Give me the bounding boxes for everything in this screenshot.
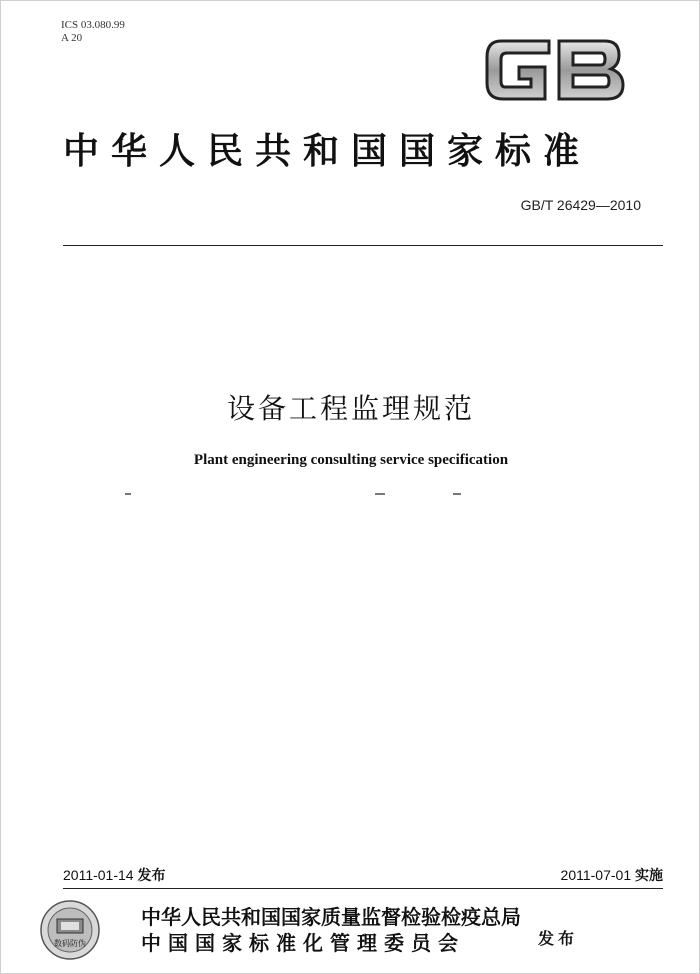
scan-artifact	[125, 493, 131, 495]
issuer-sac: 中国国家标准化管理委员会	[141, 931, 465, 955]
scan-artifact	[453, 493, 461, 495]
anti-counterfeit-seal	[39, 899, 101, 961]
issue-date	[63, 865, 165, 885]
gb-logo	[479, 27, 629, 111]
document-title-chinese: 设备工程监理规范	[226, 392, 475, 425]
issuer-aqsiq: 中华人民共和国国家质量监督检验检疫总局	[141, 905, 521, 929]
implementation-date-label: 实施	[635, 867, 663, 883]
publish-label: 发布	[538, 929, 579, 948]
implementation-date	[561, 865, 663, 885]
standard-number: GB/T 26429—2010	[520, 197, 641, 213]
footer-divider	[63, 888, 663, 889]
seal-text: 数码防伪	[54, 939, 86, 948]
ics-code: ICS 03.080.99	[61, 19, 125, 31]
category-code: A 20	[61, 32, 83, 44]
header-divider	[63, 245, 663, 246]
standard-type-title: 中华人民共和国国家标准	[63, 130, 592, 172]
issue-date-label: 发布	[137, 867, 166, 883]
issue-date-value: 2011-01-14	[63, 867, 134, 883]
document-title-english: Plant engineering consulting service specification	[193, 452, 509, 468]
scan-artifact	[375, 493, 385, 495]
implementation-date-value: 2011-07-01	[560, 867, 632, 883]
issuing-authorities	[141, 904, 521, 956]
classification-codes	[61, 19, 125, 45]
